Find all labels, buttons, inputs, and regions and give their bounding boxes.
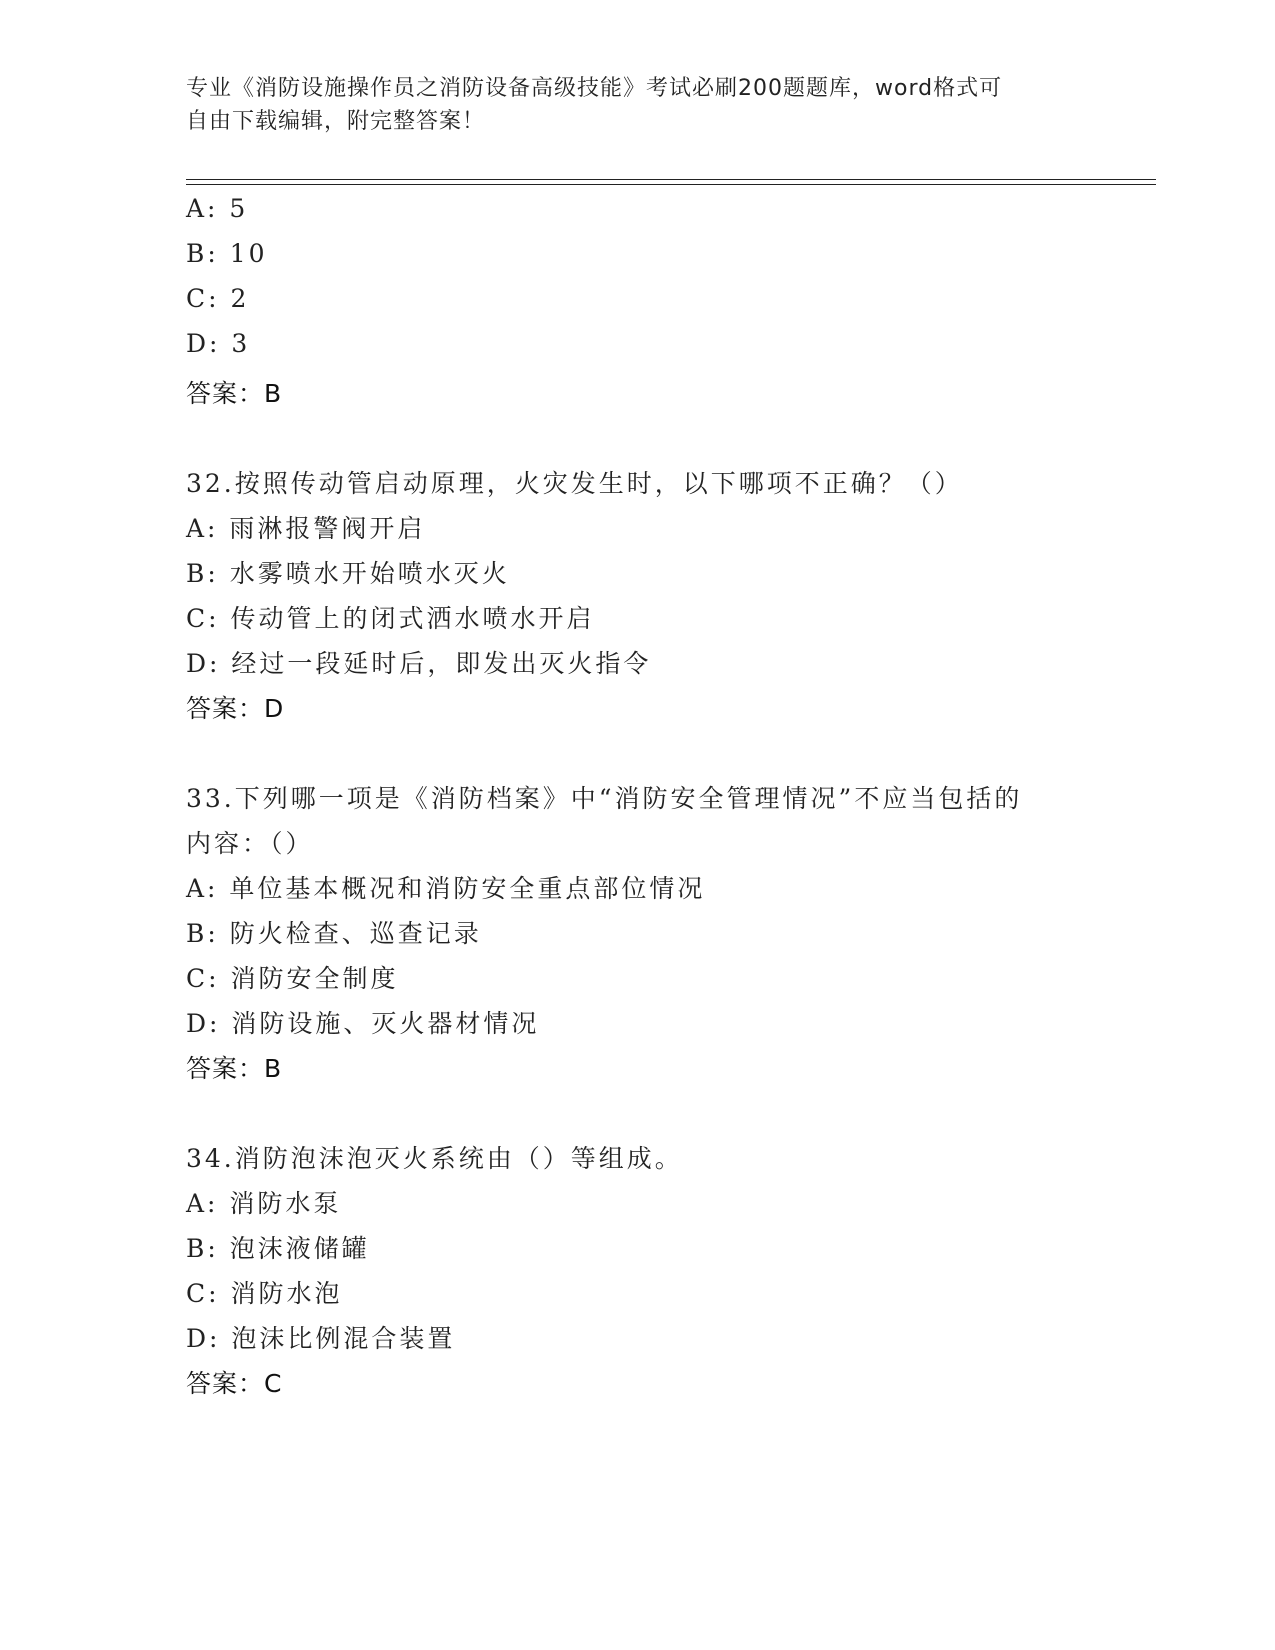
q33-answer: 答案：B	[186, 1054, 283, 1083]
header-line-2: 自由下载编辑，附完整答案！	[186, 109, 486, 134]
q34-option-c: C: 消防水泡	[186, 1279, 343, 1308]
q32-answer: 答案：D	[186, 694, 285, 723]
header-rule-bottom	[186, 184, 1156, 185]
q33-option-b: B: 防火检查、巡查记录	[186, 919, 482, 948]
q33-stem-line-1: 33.下列哪一项是《消防档案》中“消防安全管理情况”不应当包括的	[186, 784, 1023, 813]
q31-option-b: B: 10	[186, 239, 268, 268]
q34-answer: 答案：C	[186, 1369, 283, 1398]
q34-option-b: B: 泡沫液储罐	[186, 1234, 370, 1263]
q32-option-c: C: 传动管上的闭式洒水喷水开启	[186, 604, 595, 633]
page-header	[186, 72, 1066, 138]
q31-option-a: A: 5	[186, 194, 249, 223]
q33-option-d: D: 消防设施、灭火器材情况	[186, 1009, 540, 1038]
q31-option-c: C: 2	[186, 284, 250, 313]
q32-stem: 32.按照传动管启动原理，火灾发生时，以下哪项不正确？（）	[186, 469, 963, 498]
q32-option-d: D: 经过一段延时后，即发出灭火指令	[186, 649, 652, 678]
q33-option-c: C: 消防安全制度	[186, 964, 399, 993]
q32-option-b: B: 水雾喷水开始喷水灭火	[186, 559, 510, 588]
header-rule-top	[186, 179, 1156, 180]
q34-option-a: A: 消防水泵	[186, 1189, 342, 1218]
q33-option-a: A: 单位基本概况和消防安全重点部位情况	[186, 874, 706, 903]
q34-stem: 34.消防泡沫泡灭火系统由（）等组成。	[186, 1144, 683, 1173]
q34-option-d: D: 泡沫比例混合装置	[186, 1324, 456, 1353]
header-line-1: 专业《消防设施操作员之消防设备高级技能》考试必刷200题题库，word格式可	[186, 76, 1003, 101]
q31-option-d: D: 3	[186, 329, 251, 358]
q33-stem-line-2: 内容：（）	[186, 829, 314, 858]
q31-answer: 答案：B	[186, 379, 283, 408]
q32-option-a: A: 雨淋报警阀开启	[186, 514, 426, 543]
